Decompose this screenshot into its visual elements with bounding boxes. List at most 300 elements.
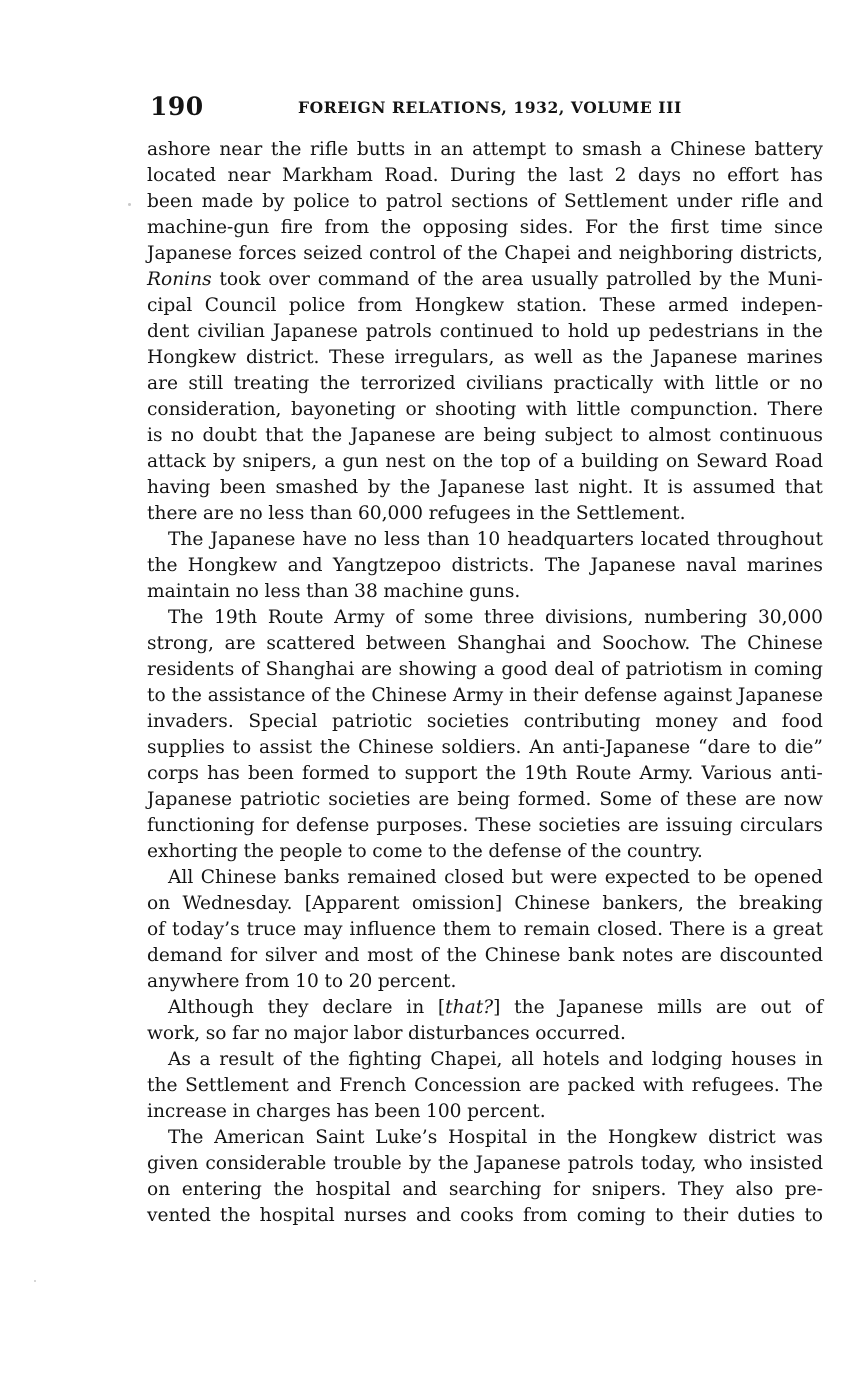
page-number: 190	[150, 92, 204, 121]
word: to	[377, 763, 397, 784]
word: Chinese	[371, 685, 448, 706]
word: or	[405, 399, 426, 420]
word: has	[790, 165, 823, 186]
text-line	[147, 657, 823, 683]
running-head: FOREIGN RELATIONS, 1932, VOLUME III	[298, 98, 682, 117]
word: in	[232, 1101, 251, 1122]
word: Council	[204, 295, 277, 316]
word: their	[532, 685, 579, 706]
word: butts	[356, 139, 406, 160]
text-line	[147, 969, 823, 995]
word: them	[443, 919, 492, 940]
text-line	[147, 293, 823, 319]
word: corps	[147, 763, 199, 784]
word: forces	[238, 243, 297, 264]
word: patrolled	[606, 269, 692, 290]
word: Japanese	[210, 529, 296, 550]
word: today,	[640, 1153, 697, 1174]
text-line	[147, 683, 823, 709]
word: maintain	[147, 581, 231, 602]
word: as	[503, 347, 525, 368]
word: Route	[575, 763, 632, 784]
word: 19th	[524, 763, 568, 784]
word: by	[408, 1153, 432, 1174]
word: time	[720, 217, 763, 238]
word: with	[642, 1075, 685, 1096]
word: over	[268, 269, 310, 290]
word: societies	[426, 711, 509, 732]
word: defense	[583, 685, 658, 706]
word: a	[563, 451, 575, 472]
word: headquarters	[507, 529, 634, 550]
text-line	[147, 1021, 823, 1047]
word: but	[511, 867, 543, 888]
word: smashed	[275, 477, 359, 498]
word: are	[224, 633, 256, 654]
word: Hongkew	[187, 555, 278, 576]
word: Army	[334, 607, 385, 628]
word: dent	[147, 321, 190, 342]
word: 2	[614, 165, 627, 186]
word: and	[402, 1179, 438, 1200]
word: Chinese	[514, 893, 591, 914]
word: closed	[444, 867, 505, 888]
word: the	[319, 737, 351, 758]
word: are	[418, 789, 450, 810]
word: Muni-	[767, 269, 823, 290]
word: terrorized	[360, 373, 456, 394]
word: of	[311, 685, 330, 706]
word: located	[640, 529, 710, 550]
word: in	[516, 503, 535, 524]
word: no	[264, 1023, 288, 1044]
word: the	[729, 269, 760, 290]
word: shooting	[435, 399, 517, 420]
word: are	[744, 789, 776, 810]
word: last	[534, 477, 569, 498]
word: no	[170, 425, 195, 446]
word: occurred.	[535, 1023, 626, 1044]
word: little	[715, 373, 759, 394]
word: battery	[754, 139, 823, 160]
word: Settlement	[185, 1075, 289, 1096]
word: up	[616, 321, 641, 342]
word: naval	[685, 555, 737, 576]
word: been	[374, 1101, 421, 1122]
word: indepen-	[740, 295, 823, 316]
word: civilian	[197, 321, 265, 342]
word: out	[760, 997, 792, 1018]
word: 10	[295, 971, 319, 992]
word: hold	[567, 321, 609, 342]
word: Route	[267, 607, 324, 628]
word: functioning	[147, 815, 255, 836]
word: most	[367, 945, 414, 966]
text-line	[147, 709, 823, 735]
word: sections	[451, 191, 529, 212]
word: less	[384, 529, 421, 550]
word: with	[663, 373, 705, 394]
word: in	[509, 685, 528, 706]
text-line	[147, 1125, 823, 1151]
word: or	[769, 373, 790, 394]
word: been	[147, 191, 193, 212]
word: is	[732, 919, 748, 940]
word: no	[239, 503, 263, 524]
word: result	[219, 1049, 275, 1070]
word: on	[432, 451, 456, 472]
word: good	[501, 659, 548, 680]
word: Markham	[281, 165, 373, 186]
word: money	[655, 711, 718, 732]
word: a	[199, 1049, 211, 1070]
word: in	[766, 321, 785, 342]
word: Japanese	[272, 321, 358, 342]
word: expected	[604, 867, 690, 888]
text-line	[147, 215, 823, 241]
word: numbering	[644, 607, 748, 628]
word: who	[703, 1153, 743, 1174]
word: patriotic	[240, 789, 321, 810]
word: the	[309, 1049, 340, 1070]
word: sides.	[519, 217, 574, 238]
text-line	[147, 397, 823, 423]
word: duties	[737, 1205, 796, 1226]
word: the	[566, 1127, 598, 1148]
word: machine	[383, 581, 464, 602]
word: attack	[147, 451, 206, 472]
word: country.	[626, 841, 703, 862]
word: been	[220, 477, 266, 498]
word: cipal	[147, 295, 193, 316]
word: These	[328, 347, 385, 368]
word: to	[758, 737, 777, 758]
word: American	[214, 1127, 305, 1148]
word: has	[336, 1101, 369, 1122]
word: to	[147, 685, 166, 706]
word: pre-	[784, 1179, 823, 1200]
word: of	[567, 841, 586, 862]
word: major	[293, 1023, 348, 1044]
word: are	[680, 945, 712, 966]
word: anywhere	[147, 971, 240, 992]
word: the	[270, 139, 302, 160]
word: top	[500, 451, 531, 472]
word: than	[306, 581, 349, 602]
word: cooks	[460, 1205, 514, 1226]
word: houses	[731, 1049, 797, 1070]
word: remain	[523, 919, 591, 940]
word: The	[544, 555, 581, 576]
word: in	[413, 139, 432, 160]
word: to	[324, 971, 344, 992]
text-line	[147, 1177, 823, 1203]
word: Japanese	[350, 425, 436, 446]
word: of	[442, 243, 461, 264]
word: command	[317, 269, 410, 290]
word: snipers.	[591, 1179, 667, 1200]
word: continuous	[719, 425, 823, 446]
word: civilians	[465, 373, 544, 394]
word: of	[420, 945, 439, 966]
word: area	[481, 269, 524, 290]
word: exhorting	[147, 841, 238, 862]
word: As	[168, 1049, 191, 1070]
word: being	[457, 789, 510, 810]
word: soldiers.	[441, 737, 522, 758]
text-line	[147, 735, 823, 761]
word: an	[440, 139, 464, 160]
text-line	[147, 267, 823, 293]
word: machine-gun	[147, 217, 270, 238]
word: opposing	[422, 217, 509, 238]
word: supplies	[147, 737, 225, 758]
word: attempt	[472, 139, 547, 160]
word: almost	[648, 425, 711, 446]
page-header	[150, 92, 830, 122]
word: percent.	[467, 1101, 546, 1122]
word: Chapei,	[430, 1049, 503, 1070]
word: with	[525, 399, 568, 420]
word: the	[220, 1205, 251, 1226]
word: to	[804, 1205, 823, 1226]
word: are	[715, 997, 747, 1018]
word: seized	[303, 243, 363, 264]
word: be	[723, 867, 747, 888]
word: gun	[342, 451, 379, 472]
word: are	[528, 1075, 560, 1096]
word: Army	[452, 685, 504, 706]
text-line	[147, 787, 823, 813]
word: These	[475, 815, 532, 836]
word: packed	[567, 1075, 636, 1096]
word: to	[358, 191, 378, 212]
word: The	[787, 1075, 823, 1096]
word: that	[784, 477, 823, 498]
word: ]	[493, 997, 501, 1018]
word: by	[262, 191, 285, 212]
word: is	[667, 477, 683, 498]
word: deal	[554, 659, 595, 680]
word: strong,	[147, 633, 214, 654]
word: There	[669, 919, 726, 940]
word: assist	[258, 737, 313, 758]
word: contributing	[523, 711, 641, 732]
word: increase	[147, 1101, 227, 1122]
word: people	[279, 841, 343, 862]
word: come	[372, 841, 423, 862]
word: For	[585, 217, 618, 238]
text-line	[147, 553, 823, 579]
word: is	[147, 425, 163, 446]
word: for	[553, 1179, 581, 1200]
word: having	[147, 477, 211, 498]
word: smash	[582, 139, 642, 160]
word: doubt	[202, 425, 257, 446]
word: mills	[657, 997, 703, 1018]
word: from	[522, 1205, 568, 1226]
word: district.	[245, 347, 320, 368]
word: coming	[576, 1205, 646, 1226]
word: the	[792, 321, 823, 342]
word: the	[590, 841, 622, 862]
word: than	[427, 529, 470, 550]
word: from	[357, 295, 403, 316]
word: coming	[753, 659, 823, 680]
word: the	[527, 165, 558, 186]
word: the	[243, 841, 274, 862]
word: The	[168, 529, 204, 550]
word: Japanese	[439, 477, 525, 498]
word: the	[147, 555, 178, 576]
word: neighboring	[618, 243, 734, 264]
word: formed.	[517, 789, 592, 810]
word: to	[554, 139, 574, 160]
word: vented	[147, 1205, 211, 1226]
word: formed	[302, 763, 370, 784]
word: scattered	[266, 633, 356, 654]
word: armed	[668, 295, 729, 316]
word: and	[608, 1049, 644, 1070]
word: French	[339, 1075, 407, 1096]
word: and	[287, 555, 323, 576]
word: During	[450, 165, 516, 186]
word: Yangtzepoo	[332, 555, 442, 576]
word: the	[696, 893, 727, 914]
word: took	[219, 269, 261, 290]
word: snipers,	[242, 451, 318, 472]
word: nurses	[343, 1205, 407, 1226]
text-line	[147, 917, 823, 943]
word: today’s	[172, 919, 240, 940]
word: anti-Japanese	[562, 737, 691, 758]
word: are	[202, 503, 234, 524]
word: a	[754, 919, 766, 940]
word: are	[147, 373, 178, 394]
word: consideration,	[147, 399, 282, 420]
word: the	[628, 217, 660, 238]
word: near	[219, 139, 263, 160]
word: the	[273, 1179, 304, 1200]
text-line	[147, 1203, 823, 1229]
word: Settlement	[563, 191, 668, 212]
word: three	[484, 607, 535, 628]
word: They	[678, 1179, 724, 1200]
word: some	[423, 607, 474, 628]
word: given	[147, 1153, 199, 1174]
word: Japanese	[652, 347, 738, 368]
word: a	[650, 139, 662, 160]
word: near	[227, 165, 271, 186]
word: 20	[348, 971, 373, 992]
word: on	[665, 451, 690, 472]
word: and	[416, 1205, 451, 1226]
word: anti-	[780, 763, 823, 784]
word: districts.	[451, 555, 535, 576]
word: the	[612, 347, 643, 368]
word: marines	[746, 555, 823, 576]
word: Hongkew	[414, 295, 505, 316]
word: great	[772, 919, 823, 940]
word: An	[529, 737, 555, 758]
word: of	[240, 659, 259, 680]
word: in	[804, 1049, 823, 1070]
word: that	[265, 425, 304, 446]
word: the	[485, 763, 517, 784]
text-line	[147, 813, 823, 839]
word: disturbances	[408, 1023, 530, 1044]
word: are	[627, 815, 659, 836]
word: the	[171, 685, 202, 706]
word: societies	[538, 815, 621, 836]
word: remained	[347, 867, 437, 888]
word: station.	[516, 295, 588, 316]
word: insisted	[749, 1153, 823, 1174]
word: compunction.	[630, 399, 759, 420]
word: 19th	[214, 607, 258, 628]
word: the	[467, 243, 498, 264]
word: Hongkew	[607, 1127, 698, 1148]
word: was	[786, 1127, 823, 1148]
text-line	[147, 579, 823, 605]
word: of	[417, 269, 436, 290]
word: the	[311, 425, 343, 446]
word: Japanese	[737, 685, 823, 706]
word: Chinese	[747, 633, 823, 654]
word: located	[147, 165, 217, 186]
word: patriotism	[625, 659, 723, 680]
word: invaders.	[147, 711, 234, 732]
word: omission]	[411, 893, 503, 914]
word: irregulars,	[394, 347, 495, 368]
word: Chinese	[200, 867, 277, 888]
word: Chinese	[358, 737, 434, 758]
word: rifle	[309, 139, 349, 160]
word: Soochow.	[602, 633, 691, 654]
word: patrol	[385, 191, 443, 212]
word: patrols	[567, 1153, 634, 1174]
word: Settlement.	[575, 503, 686, 524]
word: has	[207, 763, 240, 784]
word: marines	[746, 347, 823, 368]
word: from	[244, 971, 290, 992]
text-line	[147, 527, 823, 553]
text-line	[147, 423, 823, 449]
text-line	[147, 761, 823, 787]
word: pedestrians	[648, 321, 759, 342]
word: Japanese	[147, 789, 233, 810]
word: All	[168, 867, 194, 888]
text-line	[147, 189, 823, 215]
text-line	[147, 1073, 823, 1099]
word: for	[261, 815, 289, 836]
word: in	[729, 659, 748, 680]
word: to	[620, 425, 640, 446]
word: have	[302, 529, 347, 550]
word: since	[774, 217, 823, 238]
word: fire	[280, 217, 313, 238]
text-line	[147, 865, 823, 891]
word: refugees.	[691, 1075, 780, 1096]
text-line	[147, 1099, 823, 1125]
text-line	[147, 345, 823, 371]
word: 60,000	[357, 503, 424, 524]
text-line	[147, 631, 823, 657]
text-line	[147, 163, 823, 189]
word: The	[168, 1127, 204, 1148]
word: support	[404, 763, 478, 784]
word: defense	[295, 815, 370, 836]
